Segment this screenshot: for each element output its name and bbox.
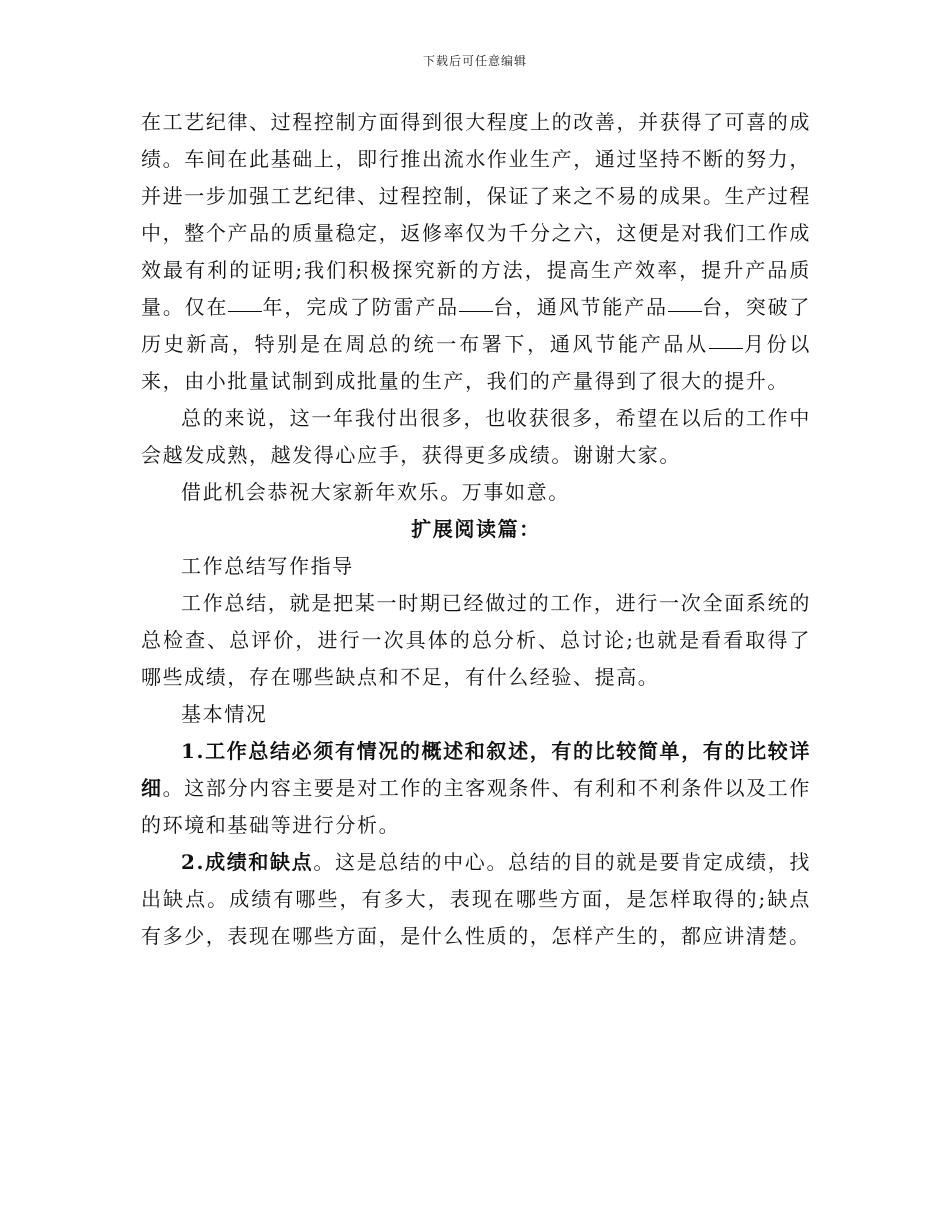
paragraph-new-year-wishes: 借此机会恭祝大家新年欢乐。万事如意。 [181, 480, 570, 504]
point-2-text: 。这是总结的中心。总结的目的就是要肯定成绩，找出缺点。成绩有哪些，有多大，表现在哪些方面，是怎样取得的;缺点有多少，表现在哪些方面，是什么性质的，怎样产生的，都应讲清楚。 [141, 850, 811, 948]
text-segment: 台，通风节能产品 [493, 295, 668, 319]
point-2-heading: 2.成绩和缺点 [181, 850, 314, 874]
text-segment: 台，突破了历史新高，特别是在周总的统一布署下，通风节能产品从 [141, 295, 811, 356]
subheading-basic-situation: 基本情况 [181, 702, 268, 726]
text-segment: 年，完成了防雷产品 [262, 295, 459, 319]
point-1-heading: 1.工作总结必须有情况的概述和叙述，有的比较简单，有的比较详细 [141, 739, 811, 800]
paragraph-point-1 [141, 733, 811, 844]
point-1-text: 。这部分内容主要是对工作的主客观条件、有利和不利条件以及工作的环境和基础等进行分析。 [141, 776, 812, 837]
section-title: 扩展阅读篇： [411, 517, 541, 541]
page-header: 下载后可任意编辑 [422, 54, 527, 68]
subheading-writing-guide: 工作总结写作指导 [181, 554, 354, 578]
blank-underline [459, 310, 493, 312]
blank-underline [709, 347, 743, 349]
paragraph-production-results [141, 104, 811, 400]
text-segment: 在工艺纪律、过程控制方面得到很大程度上的改善，并获得了可喜的成绩。车间在此基础上，即行推出流水作业生产，通过坚持不断的努力，并进一步加强工艺纪律、过程控制，保证了来之不易的成果。生产过程中，整个产品的质量稳定，返修率仅为千分之六，这便是对我们工作成效最有利的证明;我们积极探究新的方法，提高生产效率，提升产品质量。仅在 [141, 110, 811, 319]
paragraph-definition: 工作总结，就是把某一时期已经做过的工作，进行一次全面系统的总检查、总评价，进行一次具体的总分析、总讨论;也就是看看取得了哪些成绩，存在哪些缺点和不足，有什么经验、提高。 [141, 591, 811, 689]
text-segment: 月份以来，由小批量试制到成批量的生产，我们的产量得到了很大的提升。 [141, 332, 812, 393]
blank-underline [228, 310, 262, 312]
document-body [141, 104, 811, 955]
blank-underline [668, 310, 702, 312]
paragraph-conclusion: 总的来说，这一年我付出很多，也收获很多，希望在以后的工作中会越发成熟，越发得心应手，获得更多成绩。谢谢大家。 [141, 406, 811, 467]
paragraph-point-2 [141, 844, 811, 955]
